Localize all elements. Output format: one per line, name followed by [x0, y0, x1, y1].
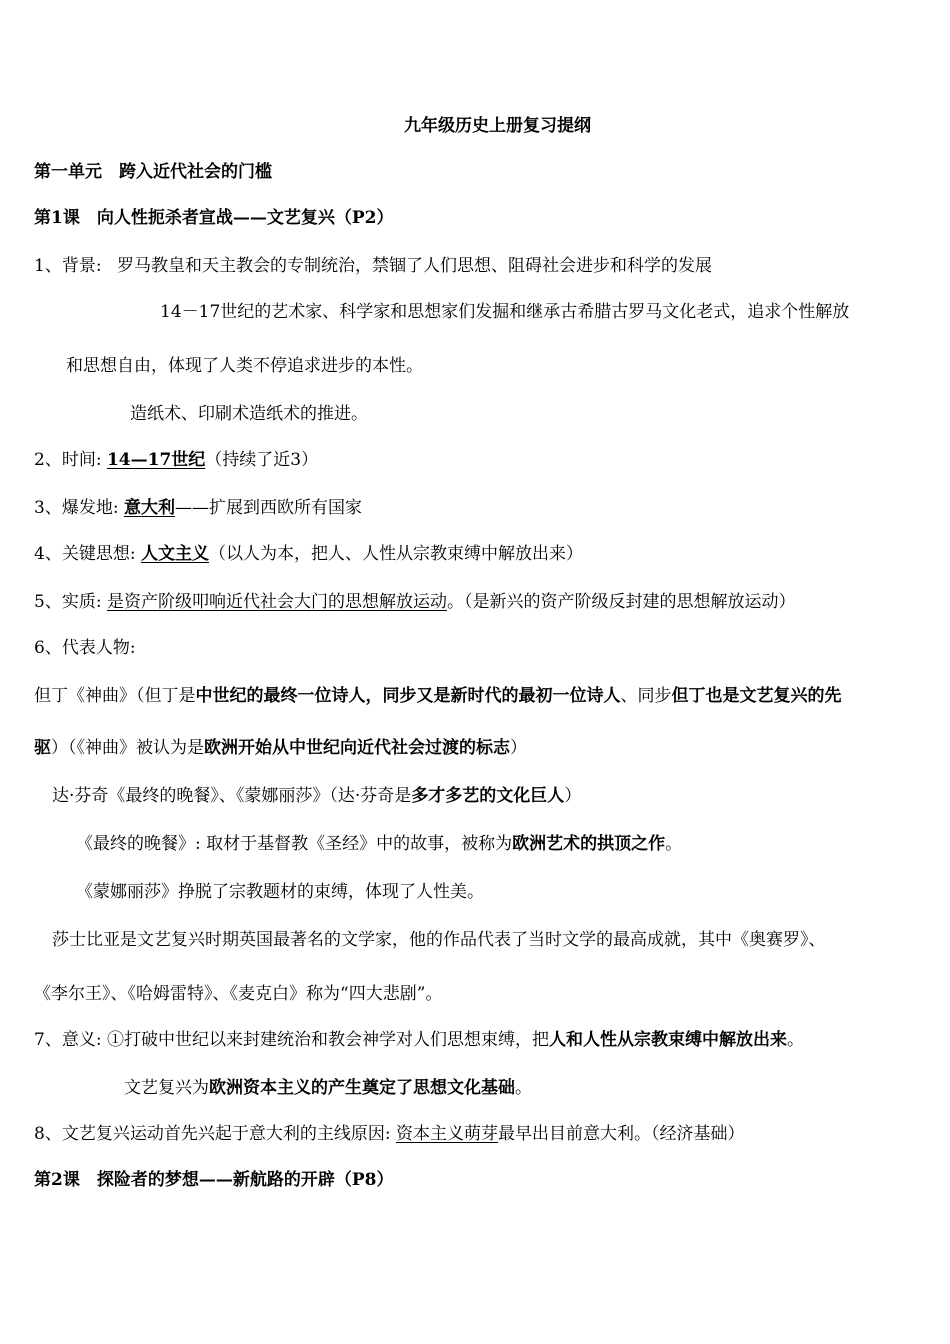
meaning-text-2a: 文艺复兴为	[124, 1078, 209, 1098]
dante-text-e: 驱	[34, 738, 51, 758]
essence-line	[34, 590, 795, 614]
origin-note: ——扩展到西欧所有国家	[174, 498, 362, 518]
reason-text-b: 资本主义萌芽	[395, 1124, 498, 1144]
supper-line	[76, 832, 682, 856]
reason-line	[34, 1122, 744, 1146]
dante-text-c: 、同步	[620, 686, 672, 706]
meaning-label: 7、意义:	[34, 1030, 102, 1050]
mona-line: 《蒙娜丽莎》挣脱了宗教题材的束缚，体现了人性美。	[76, 882, 484, 902]
background-label: 1、背景:	[34, 256, 102, 276]
shakespeare-line: 莎士比亚是文艺复兴时期英国最著名的文学家，他的作品代表了当时文学的最高成就，其中《奥赛罗》、	[52, 930, 826, 950]
meaning-text-2b: 欧洲资本主义的产生奠定了思想文化基础	[209, 1078, 515, 1098]
meaning-text-a: ①打破中世纪以来封建统治和教会神学对人们思想束缚，把	[106, 1030, 549, 1050]
lesson-2-heading: 第2课 探险者的梦想——新航路的开辟（P8）	[34, 1170, 394, 1190]
idea-line	[34, 542, 583, 566]
unit-heading: 第一单元 跨入近代社会的门槛	[34, 162, 272, 182]
supper-text-c: 。	[665, 834, 683, 854]
time-label: 2、时间:	[34, 450, 102, 470]
background-line-3: 和思想自由，体现了人类不停追求进步的本性。	[66, 356, 423, 376]
dante-text-b: 中世纪的最终一位诗人，同步又是新时代的最初一位诗人	[195, 686, 621, 706]
davinci-text-a: 达·芬奇《最终的晚餐》、《蒙娜丽莎》（达·芬奇是	[52, 786, 412, 806]
dante-text-h: ）	[510, 738, 527, 758]
origin-line	[34, 496, 362, 520]
document-title: 九年级历史上册复习提纲	[404, 116, 591, 136]
idea-label: 4、关键思想:	[34, 544, 136, 564]
meaning-text-2c: 。	[515, 1078, 532, 1098]
background-line	[34, 254, 712, 278]
shakespeare-line-2: 《李尔王》、《哈姆雷特》、《麦克白》称为“四大悲剧”。	[34, 984, 443, 1004]
davinci-text-b: 多才多艺的文化巨人	[411, 786, 565, 806]
supper-text-a: 《最终的晚餐》: 取材于基督教《圣经》中的故事，被称为	[76, 834, 513, 854]
idea-value: 人文主义	[140, 544, 209, 564]
supper-text-b: 欧洲艺术的拱顶之作	[512, 834, 666, 854]
background-line-2: 14－17世纪的艺术家、科学家和思想家们发掘和继承古希腊古罗马文化老式，追求个性解放	[160, 302, 850, 322]
meaning-text-c: 。	[786, 1030, 804, 1050]
time-line	[34, 448, 318, 472]
background-text: 罗马教皇和天主教会的专制统治，禁锢了人们思想、阻碍社会进步和科学的发展	[116, 256, 712, 276]
dante-line-2	[34, 736, 527, 760]
davinci-line	[52, 784, 581, 808]
reason-text-a: 8、文艺复兴运动首先兴起于意大利的主线原因:	[34, 1124, 391, 1144]
lesson-heading: 第1课 向人性扼杀者宣战——文艺复兴（P2）	[34, 208, 394, 228]
origin-value: 意大利	[123, 498, 175, 518]
dante-text-d: 但丁也是文艺复兴的先	[671, 686, 842, 706]
meaning-line	[34, 1028, 804, 1052]
reason-text-c: 最早出目前意大利。（经济基础）	[497, 1124, 745, 1144]
dante-line	[34, 684, 842, 708]
dante-text-a: 但丁《神曲》（但丁是	[34, 686, 196, 706]
time-note: （持续了近3）	[205, 450, 319, 470]
background-line-4: 造纸术、印刷术造纸术的推进。	[130, 404, 368, 424]
dante-text-f: ）（《神曲》被认为是	[51, 738, 204, 758]
davinci-text-c: ）	[564, 786, 582, 806]
people-label: 6、代表人物:	[34, 638, 136, 658]
idea-note: （以人为本，把人、人性从宗教束缚中解放出来）	[208, 544, 583, 564]
time-value: 14—17世纪	[106, 450, 206, 470]
essence-label: 5、实质:	[34, 592, 102, 612]
dante-text-g: 欧洲开始从中世纪向近代社会过渡的标志	[204, 738, 510, 758]
origin-label: 3、爆发地:	[34, 498, 119, 518]
meaning-line-2	[124, 1076, 532, 1100]
essence-note: 。（是新兴的资产阶级反封建的思想解放运动）	[446, 592, 796, 612]
meaning-text-b: 人和人性从宗教束缚中解放出来	[548, 1030, 787, 1050]
essence-value: 是资产阶级叩响近代社会大门的思想解放运动	[106, 592, 447, 612]
